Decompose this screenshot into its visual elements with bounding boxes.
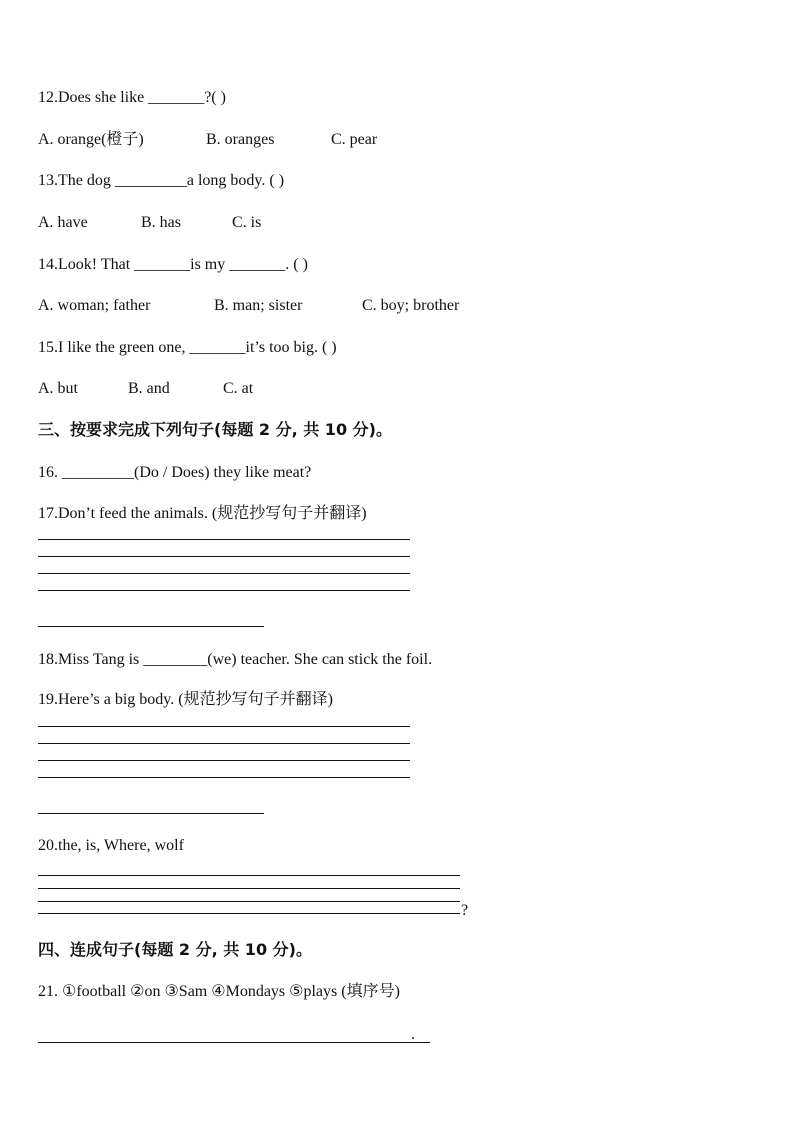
options-13 <box>38 213 262 233</box>
translation-line <box>38 626 264 627</box>
question-14: 14.Look! That _______is my _______. ( ) <box>38 256 308 273</box>
options-14 <box>38 296 460 316</box>
question-mark: ? <box>461 902 469 919</box>
answer-line <box>38 539 410 540</box>
answer-line <box>38 901 460 902</box>
question-18: 18.Miss Tang is ________(we) teacher. She can stick the foil. <box>38 651 433 668</box>
option-15-a: A. but <box>38 380 78 397</box>
option-14-c: C. boy; brother <box>362 297 460 314</box>
question-13: 13.The dog _________a long body. ( ) <box>38 172 285 189</box>
question-21: 21. ①football ②on ③Sam ④Mondays ⑤plays (填序号) <box>38 983 400 1000</box>
question-16: 16. _________(Do / Does) they like meat? <box>38 464 312 481</box>
translation-line <box>38 813 264 814</box>
section-4-heading: 四、连成句子(每题 2 分, 共 10 分)。 <box>38 940 312 959</box>
answer-line <box>38 726 410 727</box>
answer-line <box>38 777 410 778</box>
option-13-a: A. have <box>38 214 88 231</box>
period-mark: . <box>411 1026 415 1043</box>
section-3-heading: 三、按要求完成下列句子(每题 2 分, 共 10 分)。 <box>38 420 392 439</box>
answer-line <box>38 573 410 574</box>
option-12-b: B. oranges <box>206 131 275 148</box>
question-15: 15.I like the green one, _______it’s too big. ( ) <box>38 339 337 356</box>
answer-line <box>38 1042 430 1043</box>
answer-line <box>38 743 410 744</box>
option-15-b: B. and <box>128 380 170 397</box>
option-15-c: C. at <box>223 380 254 397</box>
question-20: 20.the, is, Where, wolf <box>38 837 184 854</box>
option-12-c: C. pear <box>331 131 378 148</box>
option-14-a: A. woman; father <box>38 297 151 314</box>
answer-line <box>38 556 410 557</box>
answer-line <box>38 913 460 914</box>
answer-line <box>38 760 410 761</box>
answer-line <box>38 590 410 591</box>
answer-line <box>38 875 460 876</box>
options-12 <box>38 130 378 150</box>
question-19: 19.Here’s a big body. (规范抄写句子并翻译) <box>38 691 333 708</box>
answer-line <box>38 888 460 889</box>
question-12: 12.Does she like _______?( ) <box>38 89 226 106</box>
question-17: 17.Don’t feed the animals. (规范抄写句子并翻译) <box>38 505 367 522</box>
option-13-b: B. has <box>141 214 181 231</box>
option-13-c: C. is <box>232 214 262 231</box>
option-14-b: B. man; sister <box>214 297 303 314</box>
option-12-a: A. orange(橙子) <box>38 131 144 148</box>
options-15 <box>38 379 254 399</box>
